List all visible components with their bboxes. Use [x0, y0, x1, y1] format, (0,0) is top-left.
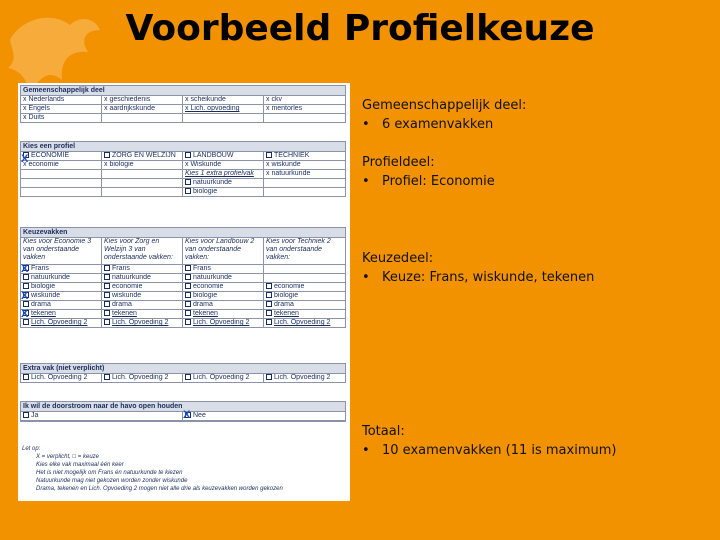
elective-option[interactable]	[183, 283, 264, 292]
elective-option[interactable]	[183, 301, 264, 310]
checkbox[interactable]	[185, 274, 191, 280]
option-label: Lich. Opvoeding 2	[193, 319, 250, 326]
summary-common-text: 6 examenvakken	[382, 117, 494, 132]
electives-header: Keuzevakken	[20, 227, 346, 238]
profile-techniek[interactable]	[264, 152, 345, 161]
option-label: TECHNIEK	[274, 152, 310, 159]
extra-grid	[20, 374, 346, 383]
option-label: Lich. Opvoeding 2	[274, 374, 331, 381]
elective-option[interactable]	[21, 292, 102, 301]
extra-option[interactable]	[264, 374, 345, 383]
option-label: economie	[193, 283, 224, 290]
checkbox[interactable]	[185, 310, 191, 316]
elective-option[interactable]	[21, 283, 102, 292]
summary-profile	[362, 153, 702, 191]
option-label: Frans	[112, 265, 130, 272]
elective-option[interactable]	[21, 301, 102, 310]
elective-option[interactable]	[102, 283, 183, 292]
elective-option[interactable]	[264, 319, 345, 328]
elective-option[interactable]	[183, 265, 264, 274]
checkbox[interactable]	[104, 283, 110, 289]
checkbox[interactable]	[185, 179, 191, 185]
option-label: biologie	[193, 188, 218, 195]
checkbox[interactable]	[185, 292, 191, 298]
legend-line: Kies elke vak maximaal één keer	[36, 462, 124, 468]
summary-total-text: 10 examenvakken (11 is maximum)	[382, 443, 617, 458]
summary-electives-text: Keuze: Frans, wiskunde, tekenen	[382, 270, 595, 285]
elective-option[interactable]	[264, 292, 345, 301]
common-section	[20, 85, 346, 123]
common-cell	[264, 114, 345, 123]
option-label: Lich. Opvoeding 2	[274, 319, 331, 326]
option-label: Lich. Opvoeding 2	[31, 374, 88, 381]
checkbox[interactable]	[185, 319, 191, 325]
summary-electives-title: Keuzedeel:	[362, 251, 434, 266]
elective-option[interactable]	[183, 292, 264, 301]
elective-option[interactable]	[102, 292, 183, 301]
checkbox[interactable]	[104, 265, 110, 271]
option-label: Frans	[193, 265, 211, 272]
checkbox[interactable]	[185, 152, 191, 158]
checkbox[interactable]	[185, 265, 191, 271]
option-label: Lich. Opvoeding 2	[31, 319, 88, 326]
summary-common-title: Gemeenschappelijk deel:	[362, 98, 527, 113]
extra-section	[20, 363, 346, 383]
elective-option[interactable]	[21, 310, 102, 319]
option-label: natuurkunde	[31, 274, 70, 281]
checkbox[interactable]	[104, 319, 110, 325]
checkbox[interactable]	[23, 374, 29, 380]
checkbox[interactable]	[185, 188, 191, 194]
checkbox[interactable]	[23, 412, 29, 418]
option-label: economie	[274, 283, 305, 290]
profile-cell	[264, 179, 345, 188]
legend-heading: Let op:	[22, 446, 41, 452]
profile-cell	[21, 188, 102, 197]
checkbox[interactable]	[266, 283, 272, 289]
bullet: •	[362, 174, 370, 189]
checkbox[interactable]	[104, 152, 110, 158]
option-label: tekenen	[31, 310, 56, 317]
legend-line: X = verplicht, □ = keuze	[36, 454, 99, 460]
checkbox[interactable]	[104, 310, 110, 316]
common-cell: x Nederlands	[21, 96, 102, 105]
extra-option[interactable]	[21, 374, 102, 383]
option-label: biologie	[31, 283, 56, 290]
elective-option[interactable]	[183, 310, 264, 319]
checkbox[interactable]	[104, 292, 110, 298]
elective-option[interactable]	[264, 283, 345, 292]
profile-cell	[102, 170, 183, 179]
checkbox[interactable]	[266, 374, 272, 380]
option-label: tekenen	[274, 310, 299, 317]
option-label: LANDBOUW	[193, 152, 234, 159]
checkbox[interactable]	[104, 374, 110, 380]
common-cell: x mentorles	[264, 105, 345, 114]
elective-option[interactable]	[21, 274, 102, 283]
profile-cell: x economie	[21, 161, 102, 170]
profile-economie[interactable]	[21, 152, 102, 161]
profile-cell	[21, 179, 102, 188]
checkbox[interactable]	[266, 292, 272, 298]
checkbox[interactable]	[185, 283, 191, 289]
electives-intro: Kies voor Zorg en Welzijn 3 van onderstaande vakken:	[102, 238, 183, 265]
option-label: drama	[274, 301, 294, 308]
electives-intro: Kies voor Landbouw 2 van onderstaande vakken:	[183, 238, 264, 265]
summary-profile-title: Profieldeel:	[362, 155, 435, 170]
checkbox[interactable]	[104, 274, 110, 280]
option-label: ZORG EN WELZIJN	[112, 152, 176, 159]
profile-zorg[interactable]	[102, 152, 183, 161]
option-label: wiskunde	[112, 292, 142, 299]
elective-option[interactable]	[264, 301, 345, 310]
havo-option-nee[interactable]	[183, 412, 345, 421]
common-grid	[20, 96, 346, 123]
option-label: biologie	[193, 292, 218, 299]
electives-section	[20, 227, 346, 328]
option-label: tekenen	[112, 310, 137, 317]
elective-option[interactable]	[21, 265, 102, 274]
check-mark-frans: X	[21, 263, 29, 275]
option-label: ECONOMIE	[31, 152, 70, 159]
option-label: Ja	[31, 412, 39, 419]
common-header: Gemeenschappelijk deel	[20, 85, 346, 96]
profile-cell: x natuurkunde	[264, 170, 345, 179]
common-cell	[102, 114, 183, 123]
check-mark-wiskunde: X	[21, 290, 29, 302]
option-label: natuurkunde	[193, 179, 232, 186]
elective-option[interactable]	[102, 319, 183, 328]
option-label: Frans	[31, 265, 49, 272]
common-cell: x Lich. opvoeding	[183, 105, 264, 114]
profile-grid	[20, 152, 346, 197]
profile-option[interactable]	[183, 179, 264, 188]
option-label: drama	[112, 301, 132, 308]
summary-electives	[362, 249, 702, 287]
profile-choice-form	[18, 83, 350, 501]
checkbox[interactable]	[23, 283, 29, 289]
summary-profile-text: Profiel: Economie	[382, 174, 495, 189]
form-legend	[22, 445, 342, 493]
electives-intro: Kies voor Techniek 2 van onderstaande vakken:	[264, 238, 345, 265]
summary-common	[362, 96, 702, 134]
electives-intro: Kies voor Economie 3 van onderstaande vakken	[21, 238, 102, 265]
option-label: natuurkunde	[112, 274, 151, 281]
bullet: •	[362, 117, 370, 132]
common-cell: x ckv	[264, 96, 345, 105]
havo-option-ja[interactable]	[21, 412, 183, 421]
option-label: drama	[31, 301, 51, 308]
extra-option[interactable]	[102, 374, 183, 383]
option-label: wiskunde	[31, 292, 61, 299]
common-cell: x Engels	[21, 105, 102, 114]
profile-cell	[102, 188, 183, 197]
check-mark-nee: X	[183, 409, 191, 421]
profile-cell: Kies 1 extra profielvak	[183, 170, 264, 179]
option-label: Lich. Opvoeding 2	[112, 319, 169, 326]
checkbox[interactable]	[185, 301, 191, 307]
elective-option[interactable]	[102, 310, 183, 319]
elective-option[interactable]	[21, 319, 102, 328]
common-cell: x scheikunde	[183, 96, 264, 105]
option-label: drama	[193, 301, 213, 308]
checkbox[interactable]	[266, 319, 272, 325]
checkbox[interactable]	[266, 152, 272, 158]
havo-header: Ik wil de doorstroom naar de havo open houden	[20, 401, 346, 412]
common-cell: x Duits	[21, 114, 102, 123]
common-cell	[183, 114, 264, 123]
check-mark-tekenen: X	[21, 308, 29, 320]
common-cell: x aardrijkskunde	[102, 105, 183, 114]
checkbox[interactable]	[104, 301, 110, 307]
profile-cell: x wiskunde	[264, 161, 345, 170]
bullet: •	[362, 443, 370, 458]
page-title: Voorbeeld Profielkeuze	[125, 8, 595, 49]
profile-option[interactable]	[183, 188, 264, 197]
common-cell: x geschiedenis	[102, 96, 183, 105]
profile-cell	[102, 179, 183, 188]
legend-line: Drama, tekenen en Lich. Opvoeding 2 mogen niet alle drie als keuzevakken worden gekozen	[36, 486, 283, 492]
legend-line: Natuurkunde mag niet gekozen worden zonder wiskunde	[36, 478, 188, 484]
elective-option[interactable]	[183, 274, 264, 283]
profile-cell: x biologie	[102, 161, 183, 170]
profile-cell	[264, 188, 345, 197]
electives-grid	[20, 238, 346, 328]
legend-line: Het is niet mogelijk om Frans én natuurkunde te kiezen	[36, 470, 183, 476]
elective-option	[264, 265, 345, 274]
elective-option[interactable]	[102, 265, 183, 274]
checkbox[interactable]	[266, 301, 272, 307]
profile-header: Kies een profiel	[20, 141, 346, 152]
profile-section	[20, 141, 346, 197]
option-label: economie	[112, 283, 143, 290]
profile-cell: x Wiskunde	[183, 161, 264, 170]
elective-option[interactable]	[264, 310, 345, 319]
extra-option[interactable]	[183, 374, 264, 383]
summary-total-title: Totaal:	[362, 424, 405, 439]
option-label: tekenen	[193, 310, 218, 317]
elective-option[interactable]	[102, 274, 183, 283]
elective-option[interactable]	[102, 301, 183, 310]
option-label: Nee	[193, 412, 206, 419]
profile-landbouw[interactable]	[183, 152, 264, 161]
elective-option[interactable]	[183, 319, 264, 328]
summary-total	[362, 422, 702, 460]
checkbox[interactable]	[266, 310, 272, 316]
option-label: Lich. Opvoeding 2	[193, 374, 250, 381]
option-label: biologie	[274, 292, 299, 299]
profile-cell	[21, 170, 102, 179]
bullet: •	[362, 270, 370, 285]
check-mark-economie: X	[21, 153, 29, 165]
checkbox[interactable]	[185, 374, 191, 380]
option-label: natuurkunde	[193, 274, 232, 281]
elective-option	[264, 274, 345, 283]
option-label: Lich. Opvoeding 2	[112, 374, 169, 381]
extra-header: Extra vak (niet verplicht)	[20, 363, 346, 374]
